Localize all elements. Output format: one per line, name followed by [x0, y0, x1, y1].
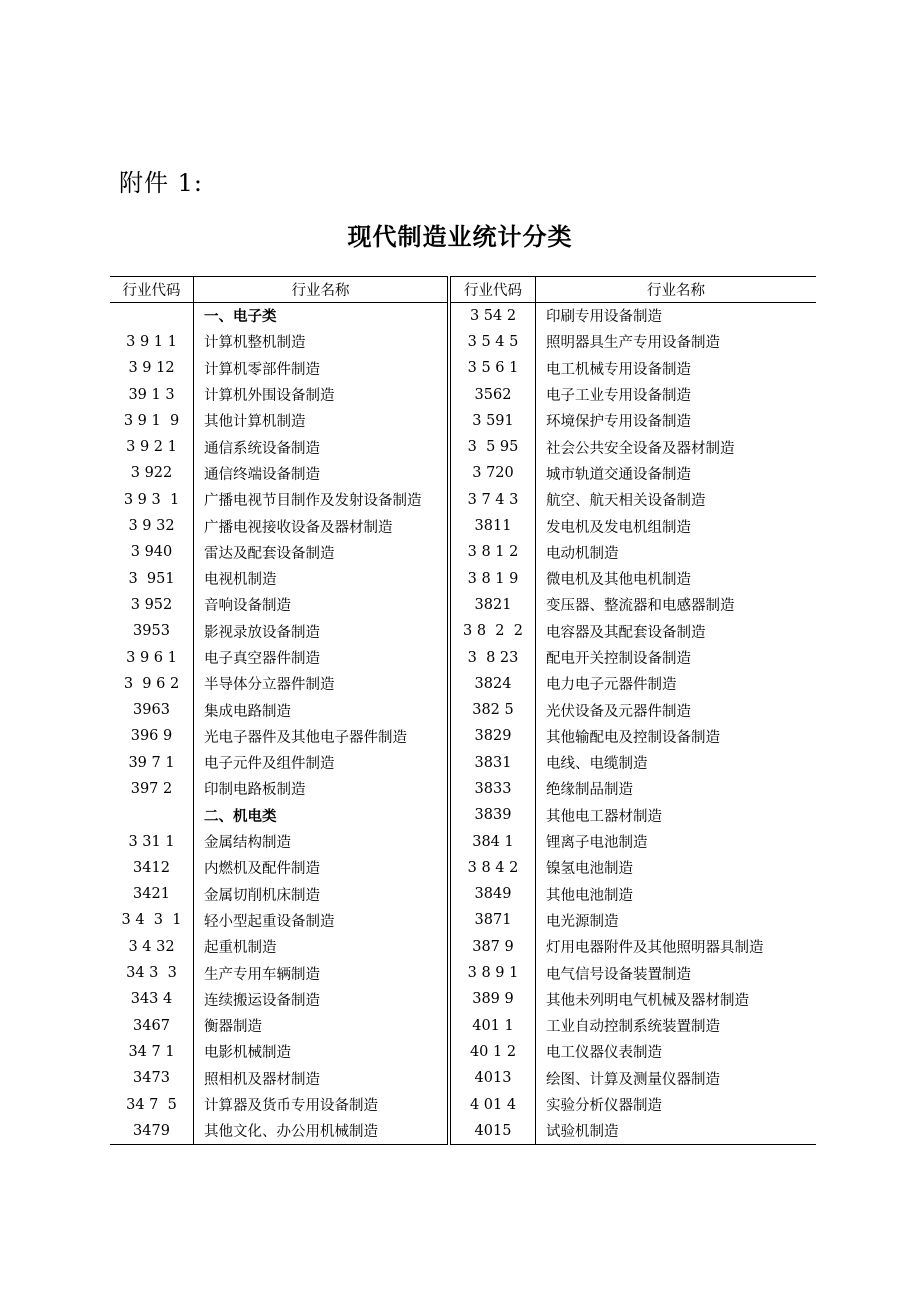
right-name-cell: 发电机及发电机组制造	[536, 513, 817, 539]
right-code-cell: 3 8 4 2	[449, 855, 536, 881]
left-name-cell: 衡器制造	[194, 1013, 450, 1039]
right-name-cell: 配电开关控制设备制造	[536, 644, 817, 670]
right-name-cell: 电气信号设备装置制造	[536, 960, 817, 986]
header-name-right: 行业名称	[536, 277, 817, 303]
right-name-cell: 其他输配电及控制设备制造	[536, 723, 817, 749]
left-name-cell: 影视录放设备制造	[194, 618, 450, 644]
left-name-cell: 电子元件及组件制造	[194, 750, 450, 776]
left-code-cell: 34 3 3	[126, 965, 177, 982]
table-row	[110, 1118, 816, 1144]
table-row	[110, 986, 816, 1012]
right-code-cell: 3562	[449, 381, 536, 407]
right-name-cell: 城市轨道交通设备制造	[536, 460, 817, 486]
right-code-cell: 401 1	[449, 1013, 536, 1039]
left-name-cell: 金属切削机床制造	[194, 881, 450, 907]
left-name-cell: 计算机外围设备制造	[194, 381, 450, 407]
left-code-cell	[110, 802, 194, 828]
left-code-cell: 3 922	[130, 465, 173, 482]
right-name-cell: 其他电池制造	[536, 881, 817, 907]
table-row	[110, 671, 816, 697]
right-name-cell: 印刷专用设备制造	[536, 303, 817, 329]
left-code-cell: 3 9 6 1	[126, 649, 177, 666]
left-name-cell: 起重机制造	[194, 934, 450, 960]
page-title: 现代制造业统计分类	[347, 223, 573, 251]
right-code-cell: 3 720	[449, 460, 536, 486]
table-row	[110, 329, 816, 355]
left-code-cell: 3 9 12	[128, 360, 175, 377]
right-name-cell: 社会公共安全设备及器材制造	[536, 434, 817, 460]
right-code-cell: 3821	[449, 592, 536, 618]
left-code-cell: 3479	[133, 1122, 170, 1139]
right-name-cell: 电容器及其配套设备制造	[536, 618, 817, 644]
right-code-cell: 4015	[449, 1118, 536, 1144]
table-row	[110, 513, 816, 539]
right-code-cell: 3 5 95	[449, 434, 536, 460]
table-row	[110, 697, 816, 723]
table-row	[110, 644, 816, 670]
right-name-cell: 试验机制造	[536, 1118, 817, 1144]
table-row	[110, 723, 816, 749]
left-name-cell: 连续搬运设备制造	[194, 986, 450, 1012]
right-name-cell: 电线、电缆制造	[536, 750, 817, 776]
left-name-cell: 雷达及配套设备制造	[194, 539, 450, 565]
table-row	[110, 1065, 816, 1091]
right-name-cell: 航空、航天相关设备制造	[536, 487, 817, 513]
right-code-cell: 3831	[449, 750, 536, 776]
left-name-cell: 广播电视接收设备及器材制造	[194, 513, 450, 539]
left-code-cell: 34 7 1	[128, 1043, 175, 1060]
left-name-cell: 计算机零部件制造	[194, 355, 450, 381]
table-row	[110, 776, 816, 802]
left-name-cell: 内燃机及配件制造	[194, 855, 450, 881]
left-code-cell: 3 9 2 1	[126, 439, 177, 456]
left-code-cell: 39 1 3	[128, 386, 175, 403]
header-name-left: 行业名称	[194, 277, 450, 303]
left-code-cell: 396 9	[130, 728, 173, 745]
left-name-cell: 计算器及货币专用设备制造	[194, 1091, 450, 1117]
left-name-cell: 轻小型起重设备制造	[194, 907, 450, 933]
table-row	[110, 907, 816, 933]
left-name-cell: 电子真空器件制造	[194, 644, 450, 670]
right-name-cell: 绝缘制品制造	[536, 776, 817, 802]
left-name-cell: 计算机整机制造	[194, 329, 450, 355]
left-code-cell: 343 4	[130, 991, 173, 1008]
classification-table	[110, 276, 816, 1145]
left-name-cell: 照相机及器材制造	[194, 1065, 450, 1091]
right-name-cell: 光伏设备及元器件制造	[536, 697, 817, 723]
table-row	[110, 592, 816, 618]
right-code-cell: 384 1	[449, 828, 536, 854]
table-body	[110, 303, 816, 1145]
right-name-cell: 照明器具生产专用设备制造	[536, 329, 817, 355]
right-code-cell: 3 8 1 9	[449, 565, 536, 591]
right-code-cell: 3839	[449, 802, 536, 828]
table-row	[110, 565, 816, 591]
right-name-cell: 电动机制造	[536, 539, 817, 565]
right-code-cell: 3829	[449, 723, 536, 749]
table-row	[110, 802, 816, 828]
table-row	[110, 881, 816, 907]
right-name-cell: 其他电工器材制造	[536, 802, 817, 828]
left-code-cell: 3412	[133, 859, 170, 876]
table-row	[110, 828, 816, 854]
right-code-cell: 382 5	[449, 697, 536, 723]
right-code-cell: 3 5 6 1	[449, 355, 536, 381]
left-code-cell: 3 9 1 9	[123, 412, 180, 429]
table-row	[110, 460, 816, 486]
left-name-cell: 金属结构制造	[194, 828, 450, 854]
left-name-cell: 半导体分立器件制造	[194, 671, 450, 697]
left-code-cell: 3 951	[128, 570, 175, 587]
right-name-cell: 镍氢电池制造	[536, 855, 817, 881]
left-code-cell: 3 4 32	[128, 938, 175, 955]
left-code-cell: 3 952	[130, 596, 173, 613]
left-name-cell: 通信终端设备制造	[194, 460, 450, 486]
left-code-cell: 39 7 1	[128, 754, 175, 771]
right-name-cell: 绘图、计算及测量仪器制造	[536, 1065, 817, 1091]
right-code-cell: 3833	[449, 776, 536, 802]
attachment-label: 附件 1:	[119, 169, 203, 197]
right-code-cell: 3871	[449, 907, 536, 933]
table-row	[110, 381, 816, 407]
right-code-cell: 3 54 2	[449, 303, 536, 329]
left-code-cell: 3953	[133, 623, 170, 640]
right-name-cell: 电力电子元器件制造	[536, 671, 817, 697]
right-code-cell: 3824	[449, 671, 536, 697]
table-row	[110, 750, 816, 776]
right-name-cell: 电工机械专用设备制造	[536, 355, 817, 381]
left-code-cell: 3963	[133, 702, 170, 719]
left-code-cell: 397 2	[130, 780, 173, 797]
right-name-cell: 变压器、整流器和电感器制造	[536, 592, 817, 618]
left-code-cell: 3421	[133, 886, 170, 903]
left-code-cell: 3467	[133, 1017, 170, 1034]
left-name-cell: 通信系统设备制造	[194, 434, 450, 460]
left-name-cell: 其他文化、办公用机械制造	[194, 1118, 450, 1144]
left-code-cell: 3 9 32	[128, 518, 175, 535]
table-row	[110, 408, 816, 434]
table-row	[110, 618, 816, 644]
right-code-cell: 3 5 4 5	[449, 329, 536, 355]
header-code-left: 行业代码	[110, 277, 194, 303]
table-row	[110, 855, 816, 881]
right-name-cell: 灯用电器附件及其他照明器具制造	[536, 934, 817, 960]
left-name-cell: 一、电子类	[194, 303, 450, 329]
table-row	[110, 1039, 816, 1065]
right-name-cell: 锂离子电池制造	[536, 828, 817, 854]
right-code-cell: 3849	[449, 881, 536, 907]
right-code-cell: 40 1 2	[449, 1039, 536, 1065]
right-name-cell: 工业自动控制系统装置制造	[536, 1013, 817, 1039]
left-name-cell: 电视机制造	[194, 565, 450, 591]
right-name-cell: 电光源制造	[536, 907, 817, 933]
right-code-cell: 389 9	[449, 986, 536, 1012]
left-code-cell: 3 4 3 1	[121, 912, 182, 929]
left-code-cell: 3473	[133, 1070, 170, 1087]
left-name-cell: 电影机械制造	[194, 1039, 450, 1065]
table-row	[110, 487, 816, 513]
table-row	[110, 434, 816, 460]
right-code-cell: 4 01 4	[449, 1091, 536, 1117]
right-name-cell: 实验分析仪器制造	[536, 1091, 817, 1117]
right-code-cell: 3 8 1 2	[449, 539, 536, 565]
left-code-cell: 3 9 1 1	[126, 333, 177, 350]
right-code-cell: 387 9	[449, 934, 536, 960]
left-name-cell: 广播电视节目制作及发射设备制造	[194, 487, 450, 513]
table-row	[110, 1091, 816, 1117]
right-name-cell: 电工仪器仪表制造	[536, 1039, 817, 1065]
left-code-cell: 3 9 3 1	[123, 491, 180, 508]
right-name-cell: 电子工业专用设备制造	[536, 381, 817, 407]
table-row	[110, 934, 816, 960]
left-name-cell: 印制电路板制造	[194, 776, 450, 802]
left-code-cell: 3 9 6 2	[123, 675, 180, 692]
left-code-cell: 3 940	[130, 544, 173, 561]
table-row	[110, 303, 816, 329]
right-code-cell: 3 8 9 1	[449, 960, 536, 986]
left-name-cell: 光电子器件及其他电子器件制造	[194, 723, 450, 749]
right-name-cell: 环境保护专用设备制造	[536, 408, 817, 434]
table-row	[110, 1013, 816, 1039]
right-code-cell: 3811	[449, 513, 536, 539]
right-code-cell: 3 7 4 3	[449, 487, 536, 513]
left-name-cell: 音响设备制造	[194, 592, 450, 618]
right-code-cell: 3 8 23	[449, 644, 536, 670]
right-code-cell: 3 591	[449, 408, 536, 434]
left-name-cell: 生产专用车辆制造	[194, 960, 450, 986]
left-code-cell: 3 31 1	[128, 833, 175, 850]
table-header-row	[110, 277, 816, 303]
left-code-cell	[110, 303, 194, 329]
right-code-cell: 4013	[449, 1065, 536, 1091]
left-name-cell: 集成电路制造	[194, 697, 450, 723]
right-name-cell: 其他未列明电气机械及器材制造	[536, 986, 817, 1012]
left-name-cell: 二、机电类	[194, 802, 450, 828]
table-row	[110, 960, 816, 986]
header-code-right: 行业代码	[449, 277, 536, 303]
table-row	[110, 539, 816, 565]
left-name-cell: 其他计算机制造	[194, 408, 450, 434]
right-code-cell: 3 8 2 2	[449, 618, 536, 644]
right-name-cell: 微电机及其他电机制造	[536, 565, 817, 591]
table-row	[110, 355, 816, 381]
left-code-cell: 34 7 5	[126, 1096, 177, 1113]
